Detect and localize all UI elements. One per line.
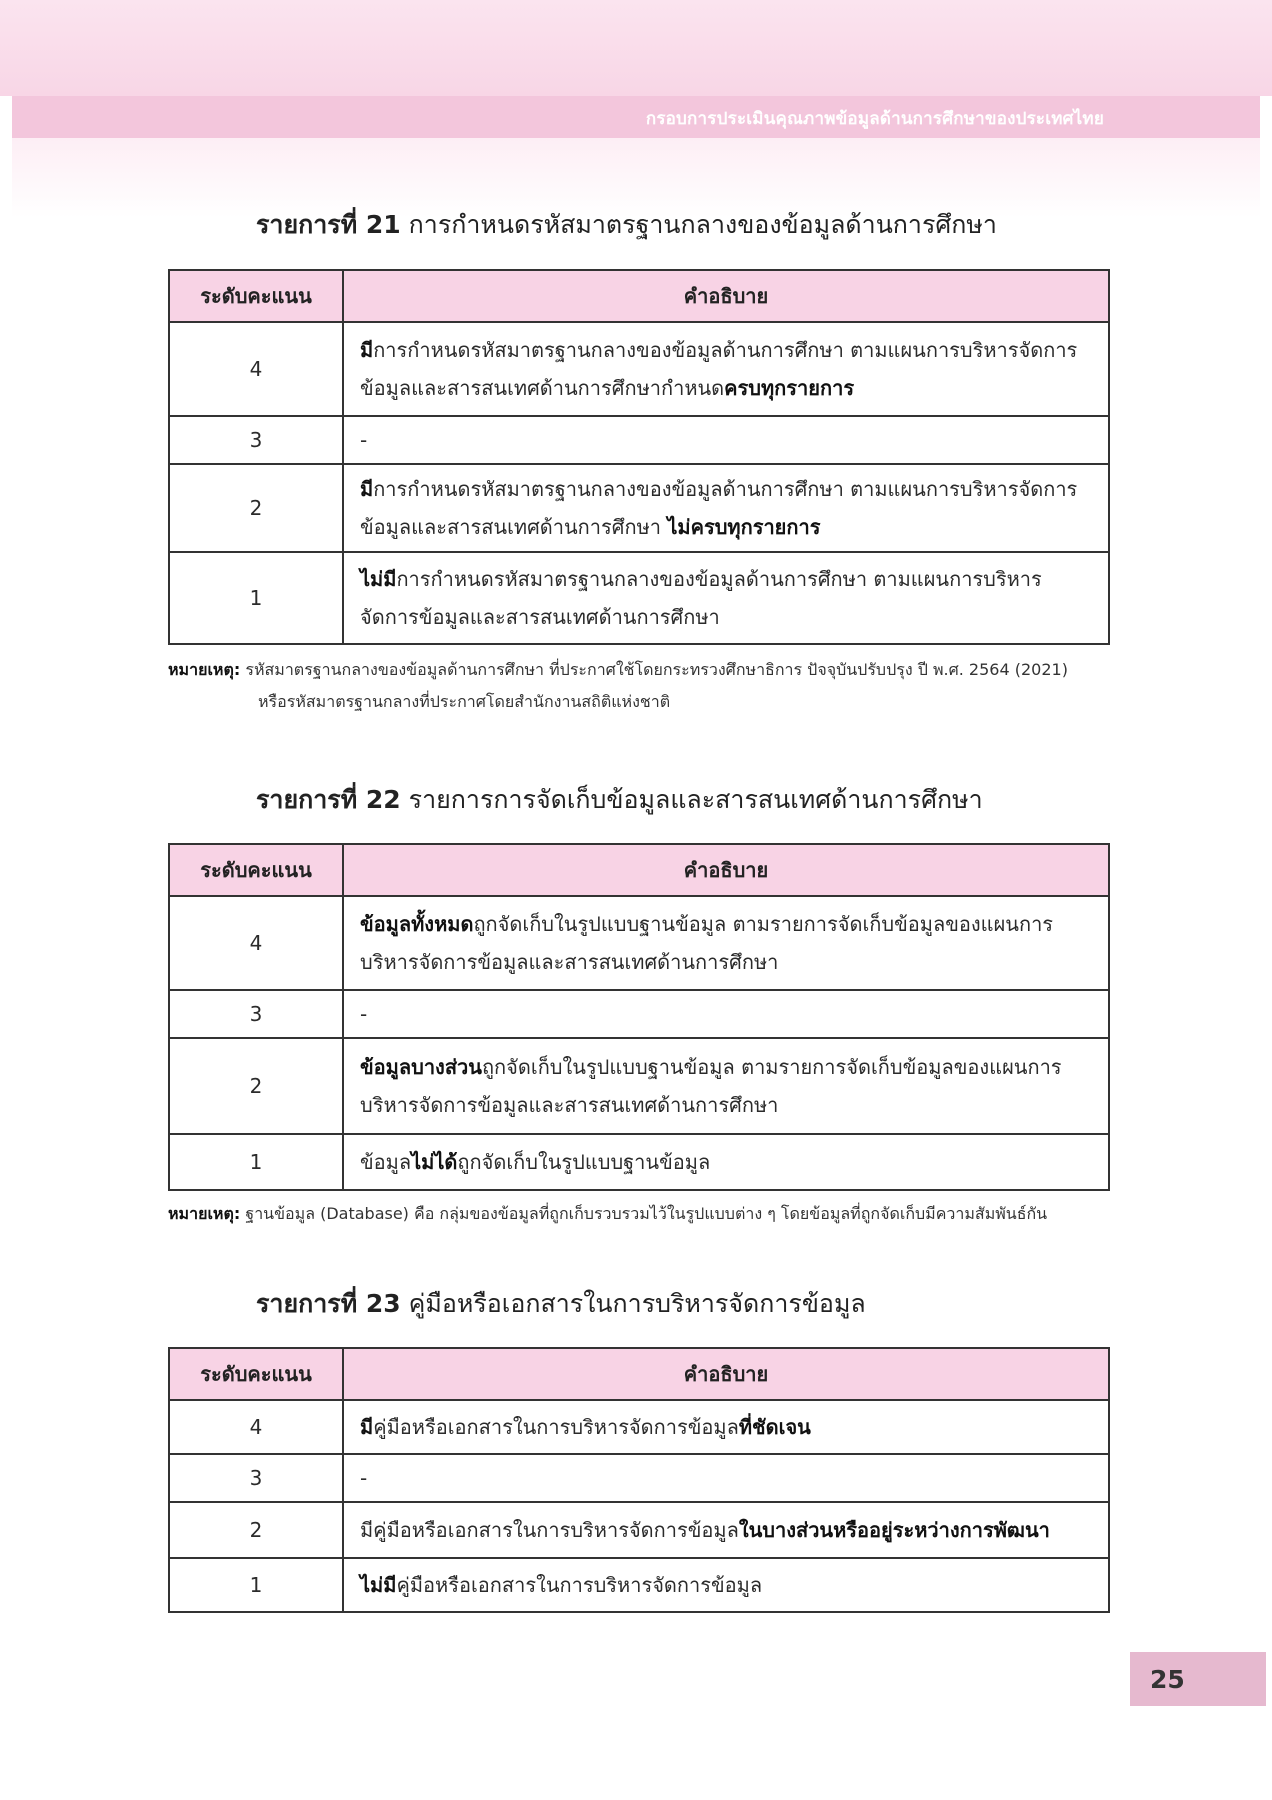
running-header-title: กรอบการประเมินคุณภาพข้อมูลด้านการศึกษาของประเทศไทย — [645, 109, 1104, 129]
lead-bold: มี — [360, 477, 374, 501]
table-row — [169, 416, 1109, 464]
lead-bold: ไม่มี — [360, 1573, 397, 1597]
section-title-prefix: รายการที่ 23 — [256, 1289, 401, 1318]
tail-bold: ที่ชัดเจน — [738, 1415, 811, 1439]
score-cell: 1 — [169, 1558, 343, 1612]
description-cell — [343, 552, 1109, 644]
note-label: หมายเหตุ: — [168, 660, 241, 679]
lead-plain: ข้อมูล — [360, 1150, 412, 1174]
lead-bold: ข้อมูลทั้งหมด — [360, 912, 474, 936]
section-title-prefix: รายการที่ 21 — [256, 210, 401, 239]
note-line-continued: หรือรหัสมาตรฐานกลางที่ประกาศโดยสำนักงานสถิติแห่งชาติ — [258, 692, 671, 711]
table-row — [169, 1558, 1109, 1612]
description-cell — [343, 1502, 1109, 1558]
col-header-score: ระดับคะแนน — [169, 844, 343, 896]
tail-bold: ครบทุกรายการ — [724, 376, 855, 400]
table-row — [169, 322, 1109, 416]
score-cell: 3 — [169, 990, 343, 1038]
section-title-text: รายการการจัดเก็บข้อมูลและสารสนเทศด้านการศึกษา — [408, 785, 983, 814]
col-header-description: คำอธิบาย — [343, 844, 1109, 896]
table-header-row — [169, 1348, 1109, 1400]
description-cell — [343, 1400, 1109, 1454]
col-header-score: ระดับคะแนน — [169, 1348, 343, 1400]
note-line: ฐานข้อมูล (Database) คือ กลุ่มของข้อมูลที่ถูกเก็บรวบรวมไว้ในรูปแบบต่าง ๆ โดยข้อมูลที่ถูกจัดเก็บมีความสัมพันธ์กัน — [245, 1204, 1048, 1223]
table-row — [169, 896, 1109, 990]
section-title-text: การกำหนดรหัสมาตรฐานกลางของข้อมูลด้านการศึกษา — [408, 210, 997, 239]
desc-text: การกำหนดรหัสมาตรฐานกลางของข้อมูลด้านการศึกษา ตามแผนการบริหารจัดการข้อมูลและสารสนเทศด้านการศึกษากำหนด — [360, 338, 1078, 400]
tail-bold: ไม่ครบทุกรายการ — [667, 515, 821, 539]
desc-text: การกำหนดรหัสมาตรฐานกลางของข้อมูลด้านการศึกษา ตามแผนการบริหารจัดการข้อมูลและสารสนเทศด้านการศึกษา — [360, 567, 1042, 629]
criteria-table-21 — [168, 269, 1110, 645]
desc-text: ถูกจัดเก็บในรูปแบบฐานข้อมูล ตามรายการจัดเก็บข้อมูลของแผนการบริหารจัดการข้อมูลและสารสนเทศด้านการศึกษา — [360, 912, 1054, 974]
description-cell — [343, 322, 1109, 416]
score-cell: 2 — [169, 1038, 343, 1134]
score-cell: 4 — [169, 1400, 343, 1454]
note-label: หมายเหตุ: — [168, 1204, 241, 1223]
score-cell: 3 — [169, 1454, 343, 1502]
tail-bold: ในบางส่วนหรืออยู่ระหว่างการพัฒนา — [738, 1518, 1050, 1542]
criteria-table-23 — [168, 1347, 1110, 1613]
col-header-description: คำอธิบาย — [343, 1348, 1109, 1400]
desc-text: ถูกจัดเก็บในรูปแบบฐานข้อมูล ตามรายการจัดเก็บข้อมูลของแผนการบริหารจัดการข้อมูลและสารสนเทศด้านการศึกษา — [360, 1055, 1062, 1117]
score-cell: 2 — [169, 464, 343, 552]
table-row — [169, 1400, 1109, 1454]
desc-text: คู่มือหรือเอกสารในการบริหารจัดการข้อมูล — [373, 1415, 739, 1439]
lead-bold: ไม่ได้ — [411, 1150, 458, 1174]
lead-bold: มี — [360, 338, 374, 362]
section-title-text: คู่มือหรือเอกสารในการบริหารจัดการข้อมูล — [408, 1289, 866, 1318]
running-header — [12, 96, 1260, 138]
description-cell: - — [343, 990, 1109, 1038]
description-cell — [343, 464, 1109, 552]
lead-bold: มี — [360, 1415, 374, 1439]
table-row — [169, 552, 1109, 644]
page-number: 25 — [1130, 1652, 1266, 1706]
section-title-prefix: รายการที่ 22 — [256, 785, 401, 814]
table-row — [169, 1454, 1109, 1502]
desc-text: การกำหนดรหัสมาตรฐานกลางของข้อมูลด้านการศึกษา ตามแผนการบริหารจัดการข้อมูลและสารสนเทศด้านการศึกษา — [360, 477, 1078, 539]
description-cell — [343, 896, 1109, 990]
desc-text: มีคู่มือหรือเอกสารในการบริหารจัดการข้อมูล — [360, 1518, 739, 1542]
header-band — [0, 0, 1272, 96]
lead-bold: ไม่มี — [360, 567, 397, 591]
score-cell: 1 — [169, 1134, 343, 1190]
table-row — [169, 1502, 1109, 1558]
note-22 — [168, 1198, 1118, 1230]
table-header-row — [169, 270, 1109, 322]
score-cell: 1 — [169, 552, 343, 644]
table-row — [169, 1038, 1109, 1134]
desc-text: คู่มือหรือเอกสารในการบริหารจัดการข้อมูล — [396, 1573, 763, 1597]
desc-text: ถูกจัดเก็บในรูปแบบฐานข้อมูล — [457, 1150, 711, 1174]
description-cell — [343, 1558, 1109, 1612]
section-23-title — [256, 1284, 866, 1324]
description-cell: - — [343, 1454, 1109, 1502]
table-row — [169, 990, 1109, 1038]
note-line: รหัสมาตรฐานกลางของข้อมูลด้านการศึกษา ที่ประกาศใช้โดยกระทรวงศึกษาธิการ ปัจจุบันปรับปรุง ปี พ.ศ. 2564 (2021) — [245, 660, 1068, 679]
section-22-title — [256, 780, 983, 820]
criteria-table-22 — [168, 843, 1110, 1191]
note-21 — [168, 654, 1118, 718]
description-cell — [343, 1134, 1109, 1190]
table-row — [169, 464, 1109, 552]
col-header-description: คำอธิบาย — [343, 270, 1109, 322]
description-cell: - — [343, 416, 1109, 464]
table-header-row — [169, 844, 1109, 896]
score-cell: 2 — [169, 1502, 343, 1558]
score-cell: 3 — [169, 416, 343, 464]
score-cell: 4 — [169, 896, 343, 990]
col-header-score: ระดับคะแนน — [169, 270, 343, 322]
description-cell — [343, 1038, 1109, 1134]
table-row — [169, 1134, 1109, 1190]
section-21-title — [256, 205, 997, 245]
lead-bold: ข้อมูลบางส่วน — [360, 1055, 482, 1079]
score-cell: 4 — [169, 322, 343, 416]
